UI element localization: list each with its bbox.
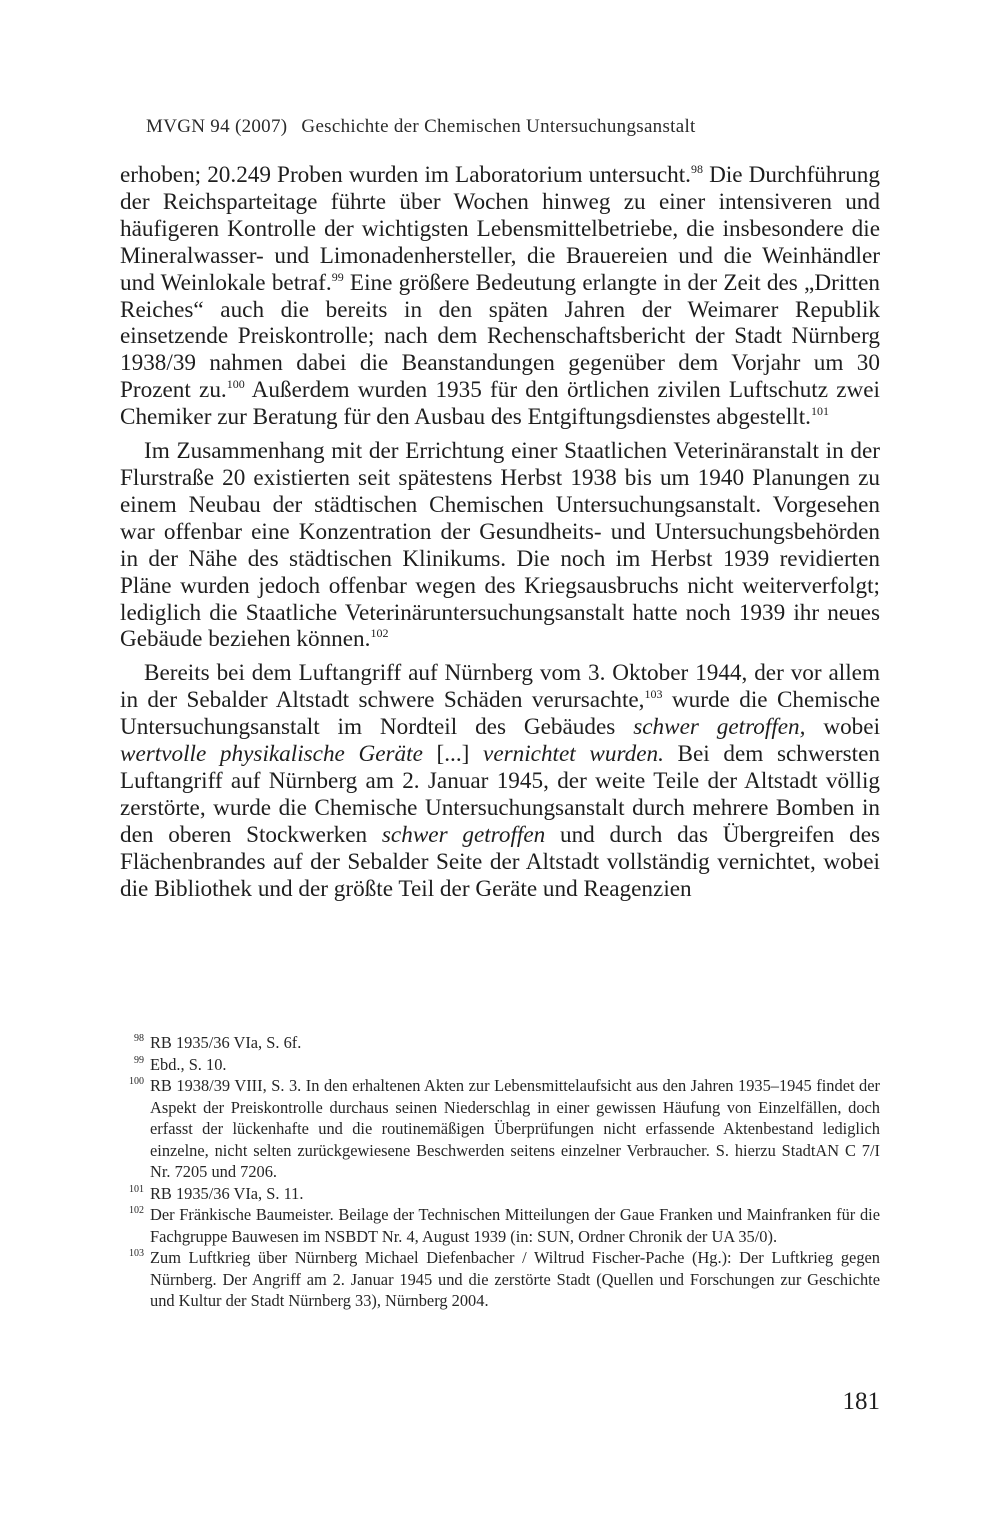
quote-italic: schwer getroffen: [381, 821, 546, 848]
footnote-99: [120, 1054, 880, 1076]
footnote-text: RB 1935/36 VIa, S. 11.: [150, 1183, 304, 1203]
journal-reference: MVGN 94 (2007): [146, 116, 288, 137]
quote-italic: wertvolle physikalische Geräte: [120, 741, 423, 768]
footnote-ref-103[interactable]: 103: [644, 687, 663, 702]
footnote-number: 99: [134, 1054, 144, 1066]
footnote-100: [120, 1075, 880, 1183]
footnote-98: [120, 1032, 880, 1054]
footnote-number: 101: [129, 1183, 144, 1195]
footnote-ref-100[interactable]: 100: [226, 377, 245, 392]
footnote-ref-101[interactable]: 101: [810, 404, 829, 419]
paragraph-2: Im Zusammenhang mit der Errichtung einer Staatlichen Veterinäranstalt in der Flurstraße 20 existierten seit spätestens Herbst 1938 bis um 1940 Planungen zu einem Neubau der städtischen Chemischen Untersuchungsanstalt. Vorgesehen war offenbar eine Konzentration der Gesundheits- und Untersuchungsbehörden in der Nähe des städtischen Klinikums. Die noch im Herbst 1939 revidierten Pläne wurden jedoch offenbar wegen des Kriegsausbruchs nicht weiterverfolgt; lediglich die Staatliche Veterinäruntersuchungsanstalt hatte noch 1939 ihr neues Gebäude beziehen können.$^{102}$: [120, 438, 880, 653]
footnote-number: 102: [129, 1205, 144, 1216]
footnote-ref-102[interactable]: 102: [370, 626, 389, 641]
paragraph-1: erhoben; 20.249 Proben wurden im Laboratorium untersucht.$^{98}$ Die Durchführung der Reichsparteitage führte über Wochen hinweg zu einer intensiveren und häufigeren Kontrolle der wichtigsten Lebensmittelbetriebe, die insbesondere die Mineralwasser- und Limonadenhersteller, die Brauereien und die Weinhändler und Weinlokale betraf.$^{99}$ Eine größere Bedeutung erlangte in der Zeit des „Dritten Reiches“ auch die bereits in den späten Jahren der Weimarer Republik einsetzende Preiskontrolle; nach dem Rechenschaftsbericht der Stadt Nürnberg 1938/39 nahmen dabei die Beanstandungen gegenüber dem Vorjahr um 30 Prozent zu.$^{100}$ Außerdem wurden 1935 für den örtlichen zivilen Luftschutz zwei Chemiker zur Beratung für den Ausbau des Entgiftungsdienstes abgestellt.$^{101}$: [120, 162, 880, 431]
footnote-text: Ebd., S. 10.: [150, 1054, 227, 1074]
main-text: [120, 162, 880, 902]
footnote-number: 98: [134, 1033, 144, 1044]
running-header: [146, 116, 846, 138]
footnote-number: 100: [129, 1076, 144, 1087]
footnote-101: [120, 1183, 880, 1205]
footnote-text: Der Fränkische Baumeister. Beilage der Technischen Mitteilungen der Gaue Franken und Mainfranken für die Fachgruppe Bauwesen im NSBDT Nr. 4, August 1939 (in: SUN, Ordner Chronik der UA 35/0).: [150, 1205, 880, 1246]
footnote-103: [120, 1247, 880, 1312]
quote-italic: schwer getroffen,: [633, 714, 806, 741]
paragraph-3: Bereits bei dem Luftangriff auf Nürnberg vom 3. Oktober 1944, der vor allem in der Sebalder Altstadt schwere Schäden verursachte,$^{103}$ wurde die Chemische Untersuchungsanstalt im Nordteil des Gebäudes schwer getroffen, wobei wertvolle physikalische Geräte [...] vernichtet wurden. Bei dem schwersten Luftangriff auf Nürnberg am 2. Januar 1945, der weite Teile der Altstadt völlig zerstörte, wurde die Chemische Untersuchungsanstalt durch mehrere Bomben in den oberen Stockwerken schwer getroffen und durch das Übergreifen des Flächenbrandes auf der Sebalder Seite der Altstadt vollständig vernichtet, wobei die Bibliothek und der größte Teil der Geräte und Reagenzien: [120, 660, 881, 902]
footnote-102: [120, 1204, 880, 1247]
quote-italic: vernichtet wurden.: [483, 741, 664, 768]
footnote-text: RB 1938/39 VIII, S. 3. In den erhaltenen Akten zur Lebensmittelaufsicht aus den Jahren 1935–1945 findet der Aspekt der Preiskontrolle durchaus seinen Niederschlag in einer gewissen Häufung von Einzelfällen, doch erfasst der lückenhafte und die routinemäßigen Überprüfungen nicht erfassende Aktenbestand lediglich einzelne, nicht selten zurückgewiesene Beschwerden seitens einzelner Verbraucher. S. hierzu StadtAN C 7/I Nr. 7205 und 7206.: [150, 1076, 880, 1181]
article-title: Geschichte der Chemischen Untersuchungsanstalt: [301, 116, 696, 137]
footnote-text: RB 1935/36 VIa, S. 6f.: [150, 1033, 302, 1052]
footnote-number: 103: [129, 1248, 144, 1259]
footnote-ref-98[interactable]: 98: [690, 162, 703, 176]
footnotes: [120, 1032, 880, 1312]
footnote-text: Zum Luftkrieg über Nürnberg Michael Diefenbacher / Wiltrud Fischer-Pache (Hg.): Der Luftkrieg gegen Nürnberg. Der Angriff am 2. Januar 1945 und die zerstörte Stadt (Quellen und Forschungen zur Geschichte und Kultur der Stadt Nürnberg 33), Nürnberg 2004.: [150, 1248, 880, 1310]
page-number: 181: [842, 1388, 880, 1415]
footnote-ref-99[interactable]: 99: [331, 269, 344, 284]
